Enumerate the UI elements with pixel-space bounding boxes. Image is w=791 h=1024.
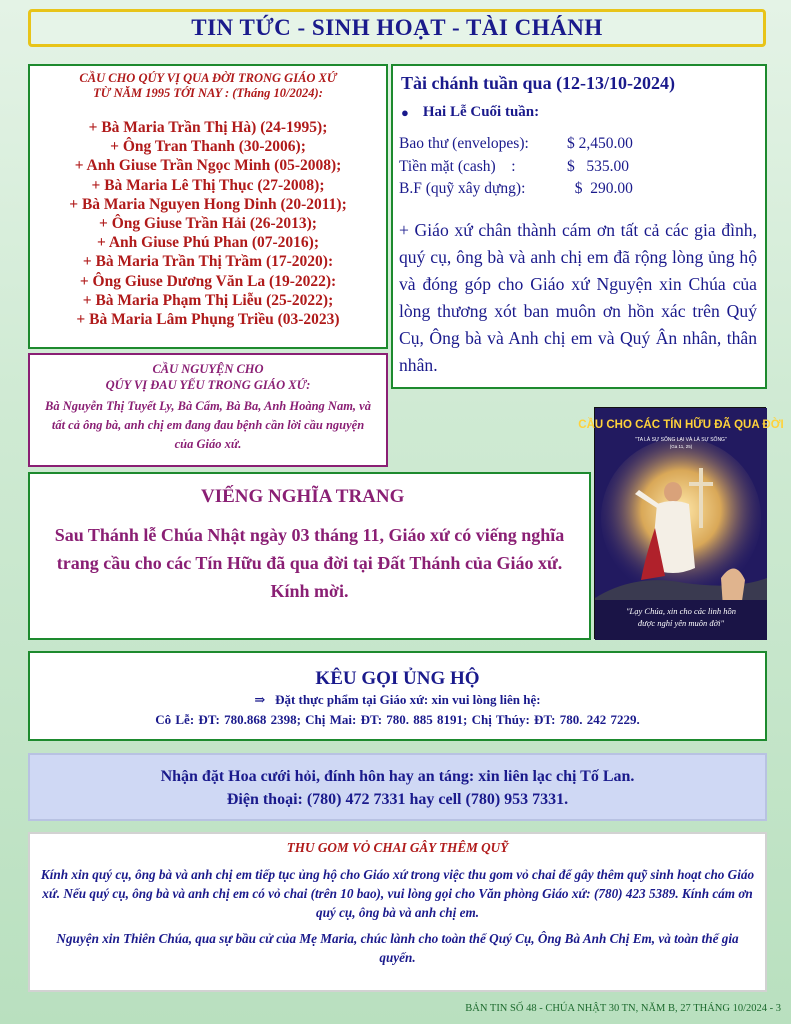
memorial-name: + Bà Maria Nguyen Hong Dinh (20-2011);: [69, 195, 347, 213]
finance-subheading-text: Hai Lễ Cuối tuần:: [422, 104, 540, 120]
poster-reference: (Ga 11, 25): [669, 444, 693, 449]
memorial-name: + Anh Giuse Trần Ngọc Minh (05-2008);: [74, 157, 342, 175]
prayer-heading-line1: CẦU NGUYỆN CHO: [152, 362, 264, 376]
appeal-heading: KÊU GỌI ỦNG HỘ: [315, 668, 480, 689]
poster-title: CẦU CHO CÁC TÍN HỮU ĐÃ QUA ĐỜI: [578, 419, 784, 431]
prayer-heading: [30, 361, 386, 393]
memorial-name: + Ông Tran Thanh (30-2006);: [110, 138, 306, 156]
memorial-heading-line2: TỪ NĂM 1995 TỚI NAY : (Tháng 10/2024):: [93, 86, 323, 100]
memorial-name: + Anh Giuse Phú Phan (07-2016);: [97, 234, 319, 252]
cemetery-visit-box: [28, 472, 591, 640]
section-title-banner: [28, 9, 766, 47]
flower-line2: Điện thoại: (780) 472 7331 hay cell (780) 953 7331.: [226, 791, 569, 808]
finance-subheading: [401, 104, 765, 121]
memorial-name: + Ông Giuse Trần Hải (26-2013);: [99, 215, 317, 233]
appeal-contacts: Cô Lễ: ĐT: 780.868 2398; Chị Mai: ĐT: 780. 885 8191; Chị Thúy: ĐT: 780. 242 7229.: [155, 712, 640, 727]
memorial-name: + Bà Maria Trần Thị Trầm (17-2020):: [82, 253, 334, 271]
arrow-right-icon: ⇒: [254, 692, 266, 707]
support-appeal-box: [28, 651, 767, 741]
cemetery-body: Sau Thánh lễ Chúa Nhật ngày 03 tháng 11, Giáo xứ có viếng nghĩa trang cầu cho các Tín Hữu đã qua đời tại Đất Thánh của Giáo xứ. Kính mời.: [54, 525, 565, 601]
bottles-heading: THU GOM VỎ CHAI GÂY THÊM QUỸ: [286, 840, 509, 855]
finance-row: [399, 133, 765, 156]
poster-subtitle: "TA LÀ SỰ SỐNG LẠI VÀ LÀ SỰ SỐNG": [635, 437, 727, 443]
page-title: TIN TỨC - SINH HOẠT - TÀI CHÁNH: [191, 15, 603, 40]
finance-row-amount: $ 2,450.00: [567, 135, 633, 152]
memorial-name: + Bà Maria Phạm Thị Liễu (25-2022);: [82, 291, 334, 309]
poster-artwork: [578, 408, 784, 640]
memorial-heading: [30, 71, 386, 101]
bottles-paragraph-1: Kính xin quý cụ, ông bà và anh chị em tiếp tục ủng hộ cho Giáo xứ trong việc thu gom vỏ chai để gây thêm quỹ sinh hoạt cho Giáo xứ. Nếu quý cụ, ông bà và anh chị em có vỏ chai (trên 10 bao), vui lòng gọi cho Văn phòng Giáo xứ: (780) 423 5389. Kính cám ơn quý cụ, ông bà và anh chị em.: [40, 867, 755, 920]
memorial-name: + Bà Maria Lê Thị Thục (27-2008);: [91, 176, 325, 194]
appeal-line1-text: Đặt thực phẩm tại Giáo xứ: xin vui lòng liên hệ:: [275, 692, 541, 707]
memorial-heading-line1: CẦU CHO QÚY VỊ QUA ĐỜI TRONG GIÁO XỨ: [79, 71, 337, 85]
bottle-collection-box: [28, 832, 767, 992]
bottles-paragraph-2: Nguyện xin Thiên Chúa, qua sự bầu cử của Mẹ Maria, chúc lành cho toàn thể Quý Cụ, Ông Bà Anh Chị Em, và toàn thể gia quyến.: [56, 931, 739, 965]
finance-row-amount: $ 290.00: [567, 180, 633, 197]
poster-caption-line2: được nghỉ yên muôn đời": [637, 618, 725, 628]
memorial-names-list: [30, 118, 386, 329]
memorial-name: + Ông Giuse Dương Văn La (19-2022):: [79, 272, 337, 290]
finance-heading: Tài chánh tuần qua (12-13/10-2024): [401, 73, 676, 93]
poster-caption-line1: "Lạy Chúa, xin cho các linh hồn: [625, 606, 737, 616]
page-footer: BẢN TIN SỐ 48 - CHÚA NHẬT 30 TN, NĂM B, 27 THÁNG 10/2024 - 3: [465, 1003, 781, 1014]
finance-row-label: Bao thư (envelopes):: [399, 135, 529, 152]
finance-row-label: Tiền mặt (cash) :: [399, 157, 516, 175]
bullet-icon: ●: [401, 104, 409, 120]
memorial-name: + Bà Maria Trần Thị Hà) (24-1995);: [88, 119, 328, 136]
all-souls-poster-image: [578, 407, 784, 639]
prayer-box: [28, 353, 388, 467]
finance-row-amount: $ 535.00: [567, 157, 629, 175]
memorial-box: [28, 64, 388, 349]
prayer-heading-line2: QÚY VỊ ĐAU YẾU TRONG GIÁO XỨ:: [105, 378, 311, 392]
prayer-body: Bà Nguyễn Thị Tuyết Ly, Bà Cẩm, Bà Ba, Anh Hoàng Nam, và tất cả ông bà, anh chị em đang đau bệnh cần lời cầu nguyện của Giáo xứ.: [45, 399, 371, 451]
flower-order-box: [28, 753, 767, 821]
finance-table: [399, 133, 765, 201]
flower-line1: Nhận đặt Hoa cưới hỏi, đính hôn hay an táng: xin liên lạc chị Tố Lan.: [160, 768, 635, 785]
finance-row-label: B.F (quỹ xây dựng):: [399, 180, 526, 197]
finance-row: [399, 156, 765, 179]
memorial-name: + Bà Maria Lâm Phụng Triều (03-2023): [76, 311, 340, 329]
finance-box: [391, 64, 767, 389]
appeal-line1: [30, 692, 765, 708]
finance-thanks: + Giáo xứ chân thành cám ơn tất cả các gia đình, quý cụ, ông bà và anh chị em đã rộng lòng ủng hộ và đóng góp cho Giáo xứ Nguyện xin Chúa của lòng thương xót ban muôn ơn hồn xác trên Quý Cụ, Ông bà và Anh chị em và Quý Ân nhân, thân nhân.: [399, 219, 757, 375]
finance-row: [399, 178, 765, 201]
cemetery-heading: VIẾNG NGHĨA TRANG: [201, 486, 405, 507]
